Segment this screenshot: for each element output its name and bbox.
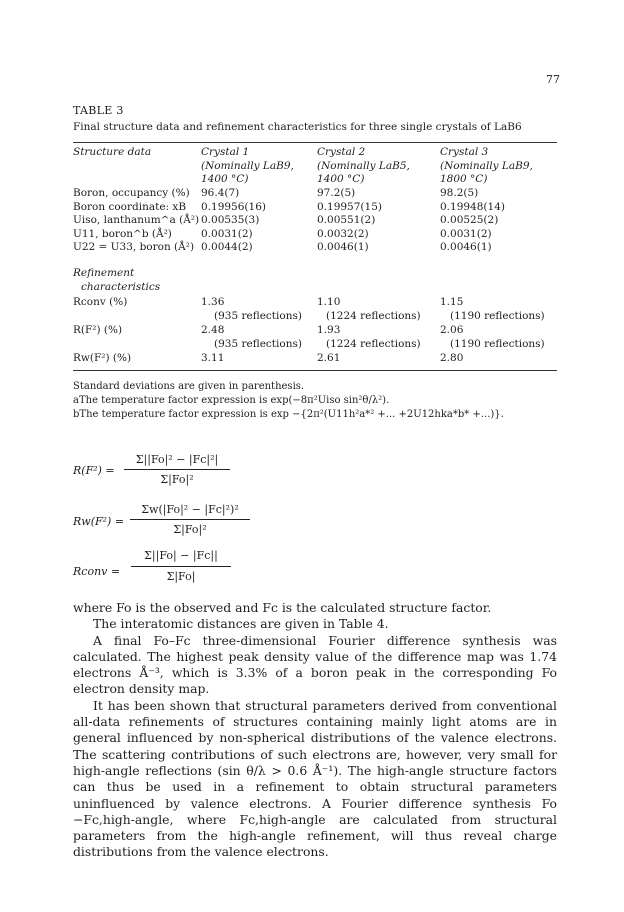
row-label: U22 = U33, boron (Å²) — [73, 241, 195, 254]
row-label: Boron coordinate: xB — [73, 200, 187, 213]
structure-column-crystal-2: 97.2(5) 0.19957(15) 0.00551(2) 0.0032(2) 0.0046(1) — [317, 187, 382, 254]
footnote-a: aThe temperature factor expression is exp(−8π²Uiso sin²θ/λ²). — [73, 395, 390, 406]
formula-rw-numerator: Σw(|Fo|² − |Fc|²)² — [141, 503, 239, 516]
row-label: Uiso, lanthanum^a (Å²) — [73, 214, 200, 227]
reflections-note: (1224 reflections) — [326, 310, 421, 322]
footnote-b: bThe temperature factor expression is exp −{2π²(U11h²a*² +... +2U12hka*b* +...)}. — [73, 409, 504, 420]
structure-column-crystal-3: 98.2(5) 0.19948(14) 0.00525(2) 0.0031(2) 0.0046(1) — [440, 187, 505, 254]
reflections-note: (935 reflections) — [214, 310, 302, 322]
table-bottom-rule — [73, 370, 557, 371]
refinement-label-rconv: Rconv (%) — [73, 296, 128, 308]
column-header-crystal-3: Crystal 3 (Nominally LaB9, 1800 °C) — [440, 146, 533, 186]
refinement-rw-crystal-1: 3.11 — [201, 352, 225, 364]
table-caption: Final structure data and refinement characteristics for three single crystals of LaB6 — [73, 121, 522, 133]
formula-rw-lhs: Rw(F²) = — [73, 515, 125, 528]
formula-rf2-numerator: Σ||Fo|² − |Fc|²| — [135, 453, 219, 466]
reflections-note: (935 reflections) — [214, 338, 302, 350]
formula-rconv-fraction-bar — [131, 566, 231, 567]
paragraph-fourier-difference: A final Fo–Fc three-dimensional Fourier difference synthesis was calculated. The highest peak density value of the difference map was 1.74 electrons Å⁻³, which is 3.3% of a boron peak in the corresponding Fo electron density map. — [73, 632, 557, 697]
formula-rconv-denominator: Σ|Fo| — [166, 570, 196, 583]
refinement-label-rw: Rw(F²) (%) — [73, 352, 132, 364]
reflections-note: (1224 reflections) — [326, 338, 421, 350]
structure-column-crystal-1: 96.4(7) 0.19956(16) 0.00535(3) 0.0031(2) 0.0044(2) — [201, 187, 266, 254]
paragraph-structure-factor: where Fo is the observed and Fc is the calculated structure factor. — [73, 600, 492, 615]
page-number: 77 — [546, 73, 560, 86]
formula-rf2-fraction-bar — [124, 469, 230, 470]
column-header-crystal-1: Crystal 1 (Nominally LaB9, 1400 °C) — [201, 146, 294, 186]
table-top-rule — [73, 142, 557, 143]
reflections-note: (1190 reflections) — [450, 310, 545, 322]
refinement-rf2-crystal-1: 2.48 — [201, 324, 225, 336]
refinement-rconv-crystal-2: 1.10 — [317, 296, 341, 308]
body-text — [73, 600, 557, 861]
footnote-standard-deviations: Standard deviations are given in parenthesis. — [73, 381, 305, 392]
refinement-label-rf2: R(F²) (%) — [73, 324, 123, 336]
formula-rf2-denominator: Σ|Fo|² — [160, 473, 194, 486]
refinement-heading: Refinement characteristics — [73, 267, 161, 293]
formula-rconv-numerator: Σ||Fo| − |Fc|| — [144, 549, 218, 562]
formula-rw-fraction-bar — [130, 519, 250, 520]
paragraph-valence-electrons: It has been shown that structural parameters derived from conventional all-data refinements of structures containing mainly light atoms are in general influenced by non-spherical distributions of the valence electrons. The scattering contributions of such electrons are, however, very small for high-angle reflections (sin θ/λ > 0.6 Å⁻¹). The high-angle structure factors can thus be used in a refinement to obtain structural parameters uninfluenced by valence electrons. A Fourier difference synthesis Fo −Fc,high-angle, where Fc,high-angle are calculated from structural parameters from the high-angle refinement, will thus reveal charge distributions from the valence electrons. — [73, 697, 557, 860]
refinement-rconv-crystal-1: 1.36 — [201, 296, 225, 308]
paragraph-interatomic-distances: The interatomic distances are given in Table 4. — [93, 616, 389, 632]
structure-row-labels — [73, 187, 199, 255]
refinement-rf2-crystal-2: 1.93 — [317, 324, 341, 336]
column-header-crystal-2: Crystal 2 (Nominally LaB5, 1400 °C) — [317, 146, 410, 186]
formula-rf2-lhs: R(F²) = — [73, 464, 115, 477]
formula-rconv-lhs: Rconv = — [73, 565, 121, 578]
refinement-rw-crystal-3: 2.80 — [440, 352, 464, 364]
refinement-rconv-crystal-3: 1.15 — [440, 296, 464, 308]
refinement-rw-crystal-2: 2.61 — [317, 352, 341, 364]
formula-rw-denominator: Σ|Fo|² — [173, 523, 207, 536]
refinement-rf2-crystal-3: 2.06 — [440, 324, 464, 336]
table-label: TABLE 3 — [73, 104, 124, 117]
row-label: U11, boron^b (Å²) — [73, 227, 172, 240]
column-header-structure-data: Structure data — [73, 146, 152, 158]
row-label: Boron, occupancy (%) — [73, 187, 190, 199]
reflections-note: (1190 reflections) — [450, 338, 545, 350]
